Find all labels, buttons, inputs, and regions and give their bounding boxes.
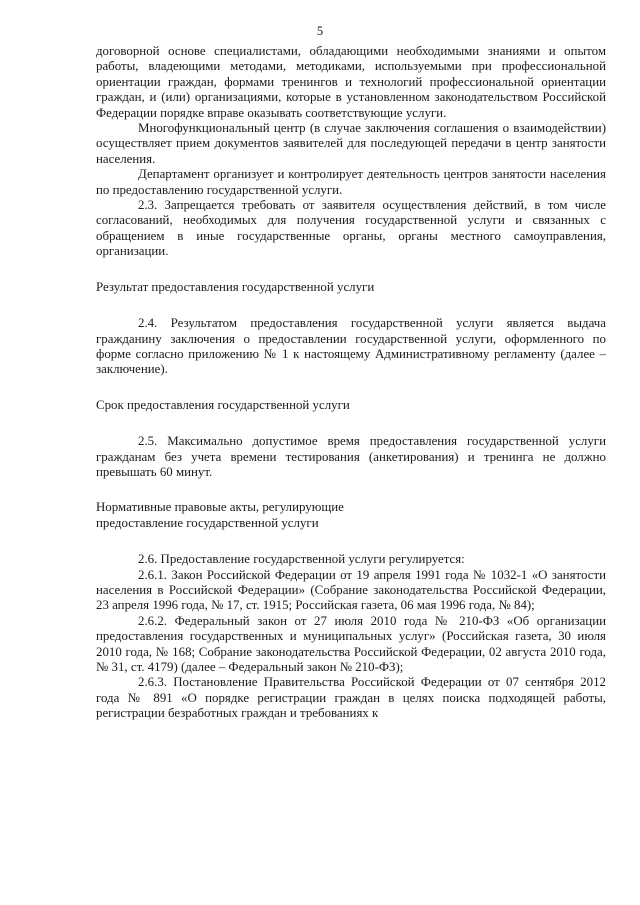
paragraph-2-6: 2.6. Предоставление государственной услуги регулируется: <box>138 552 465 567</box>
paragraph-mfc: Многофункциональный центр (в случае заключения соглашения о взаимодействии) осуществляет прием документов заявителей для последующей передачи в центр занятости населения. <box>96 121 606 166</box>
paragraph-2-5: 2.5. Максимально допустимое время предоставления государственной услуги гражданам без учета времени тестирования (анкетирования) и тренинга не должно превышать 60 минут. <box>96 434 606 479</box>
page-number: 5 <box>316 24 324 38</box>
paragraph-2-3: 2.3. Запрещается требовать от заявителя осуществления действий, в том числе согласований, необходимых для получения государственной услуги и связанных с обращением в иные государственные органы, органы местного самоуправления, организации. <box>96 198 606 259</box>
heading-regulations: Нормативные правовые акты, регулирующие предоставление государственной услуги <box>96 500 344 530</box>
paragraph-2-4: 2.4. Результатом предоставления государственной услуги является выдача гражданину заключения о предоставлении государственной услуги, оформленного по форме согласно приложению № 1 к настоящему Административному регламенту (далее – заключение). <box>96 316 606 377</box>
paragraph-2-6-2: 2.6.2. Федеральный закон от 27 июля 2010 года № 210-ФЗ «Об организации предоставления государственных и муниципальных услуг» (Российская газета, 30 июля 2010 года, № 168; Собрание законодательства Российской Федерации, 02 августа 2010 года, № 31, ст. 4179) (далее – Федеральный закон № 210-ФЗ); <box>96 613 606 674</box>
paragraph-department: Департамент организует и контролирует деятельность центров занятости населения по предоставлению государственной услуги. <box>96 167 606 197</box>
heading-term: Срок предоставления государственной услуги <box>96 397 350 412</box>
paragraph-2-6-3: 2.6.3. Постановление Правительства Российской Федерации от 07 сентября 2012 года № 891 «О порядке регистрации граждан в целях поиска подходящей работы, регистрации безработных граждан и требованиях к <box>96 675 606 721</box>
heading-result: Результат предоставления государственной услуги <box>96 279 375 294</box>
paragraph-continuation: договорной основе специалистами, обладающими необходимыми знаниями и опытом работы, владеющими методами, методиками, используемыми при профессиональной ориентации граждан, формами тренингов и технологий профессиональной ориентации граждан, и (или) организациями, которые в установленном законодательством Российской Федерации порядке вправе оказывать соответствующие услуги. <box>96 44 606 120</box>
document-body <box>96 44 606 722</box>
paragraph-2-6-1: 2.6.1. Закон Российской Федерации от 19 апреля 1991 года № 1032-1 «О занятости населения в Российской Федерации» (Собрание законодательства Российской Федерации, 23 апреля 1996 года, № 17, ст. 1915; Российская газета, 06 мая 1996 года, № 84); <box>96 567 606 613</box>
